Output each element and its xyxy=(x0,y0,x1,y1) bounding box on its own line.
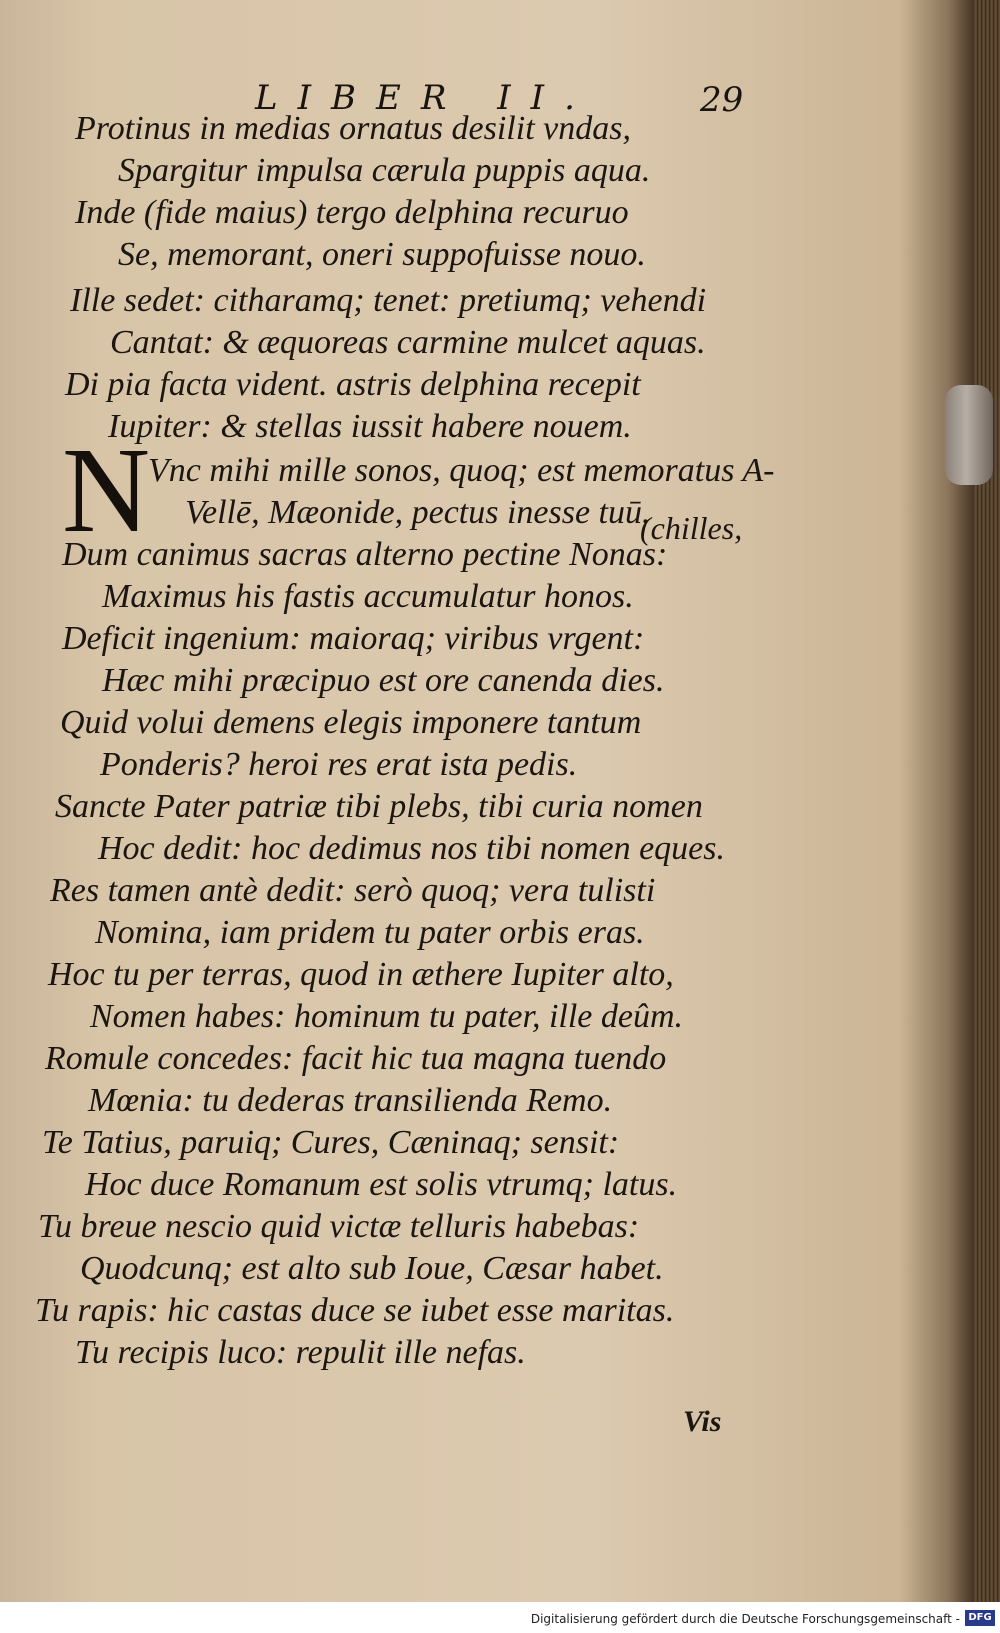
verse-line: Romule concedes: facit hic tua magna tuendo xyxy=(45,1040,667,1077)
folio-number: 29 xyxy=(700,80,744,120)
verse-line: Dum canimus sacras alterno pectine Nonas: xyxy=(62,536,668,573)
verse-line: Vellē, Mæonide, pectus inesse tuū. xyxy=(185,494,651,531)
running-head: LIBER II. xyxy=(255,78,595,118)
verse-line: Quid volui demens elegis imponere tantum xyxy=(60,704,642,741)
catchword: Vis xyxy=(683,1405,722,1438)
marginal-note: (chilles, xyxy=(640,510,743,546)
verse-line: Protinus in medias ornatus desilit vndas, xyxy=(75,110,631,147)
verse-line: Te Tatius, paruiq; Cures, Cæninaq; sensit: xyxy=(42,1124,620,1161)
verse-line: Di pia facta vident. astris delphina recepit xyxy=(65,366,641,403)
verse-line: Nomen habes: hominum tu pater, ille deûm. xyxy=(90,998,684,1035)
verse-line: Maximus his fastis accumulatur honos. xyxy=(102,578,634,615)
verse-line: Hæc mihi præcipuo est ore canenda dies. xyxy=(102,662,665,699)
book-clasp xyxy=(945,385,993,485)
verse-line: Tu rapis: hic castas duce se iubet esse maritas. xyxy=(35,1292,675,1329)
verse-line: Hoc tu per terras, quod in æthere Iupiter alto, xyxy=(48,956,674,993)
verse-line: Hoc dedit: hoc dedimus nos tibi nomen eques. xyxy=(98,830,725,867)
verse-line: Ille sedet: citharamq; tenet: pretiumq; vehendi xyxy=(70,282,707,319)
verse-line: Tu breue nescio quid victæ telluris habebas: xyxy=(38,1208,640,1245)
verse-line: Vnc mihi mille sonos, quoq; est memoratus A- xyxy=(148,452,775,489)
verse-line: Quodcunq; est alto sub Ioue, Cæsar habet. xyxy=(80,1250,664,1287)
verse-line: Sancte Pater patriæ tibi plebs, tibi curia nomen xyxy=(55,788,703,825)
page-edges xyxy=(974,0,1000,1602)
drop-cap: N xyxy=(62,423,151,558)
verse-line: Inde (fide maius) tergo delphina recuruo xyxy=(75,194,629,231)
verse-line: Deficit ingenium: maioraq; viribus vrgent: xyxy=(62,620,645,657)
verse-line: Hoc duce Romanum est solis vtrumq; latus. xyxy=(85,1166,678,1203)
dfg-logo: DFG xyxy=(965,1610,995,1626)
funding-notice: Digitalisierung gefördert durch die Deutsche Forschungsgemeinschaft - xyxy=(530,1612,960,1626)
verse-line: Res tamen antè dedit: serò quoq; vera tulisti xyxy=(50,872,656,909)
verse-line: Tu recipis luco: repulit ille nefas. xyxy=(75,1334,526,1371)
verse-line: Nomina, iam pridem tu pater orbis eras. xyxy=(95,914,645,951)
verse-line: Se, memorant, oneri suppofuisse nouo. xyxy=(118,236,646,273)
verse-line: Iupiter: & stellas iussit habere nouem. xyxy=(108,408,632,445)
verse-line: Ponderis? heroi res erat ista pedis. xyxy=(100,746,578,783)
verse-line: Spargitur impulsa cærula puppis aqua. xyxy=(118,152,651,189)
verse-line: Cantat: & æquoreas carmine mulcet aquas. xyxy=(110,324,706,361)
verse-line: Mœnia: tu dederas transilienda Remo. xyxy=(88,1082,613,1119)
